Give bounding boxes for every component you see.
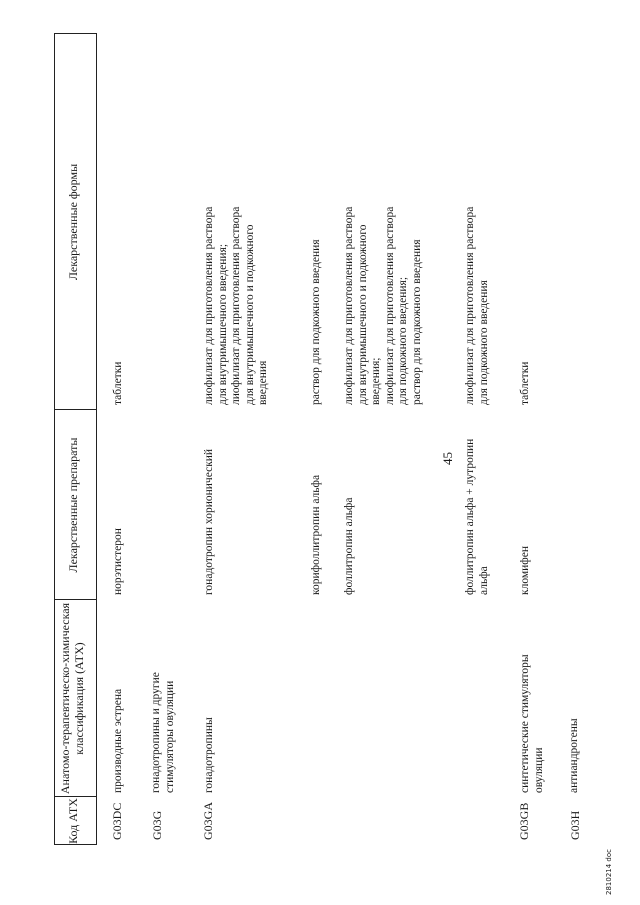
table-top-border — [54, 33, 55, 845]
row-drug: фоллитропин альфа — [343, 497, 355, 595]
page-number: 45 — [440, 452, 455, 465]
row-drug: гонадотропин хорионический — [203, 448, 215, 595]
row-classification: антиандрогены — [568, 718, 580, 793]
row-drug: кломифен — [519, 546, 531, 595]
row-forms: раствор для подкожного введения — [310, 239, 322, 405]
row-forms: таблетки — [519, 361, 531, 405]
row-classification: гонадотропины — [203, 717, 215, 793]
row-code: G03H — [568, 810, 582, 840]
header-classification: Анатомо-терапевтическо-химическая классификация (АТХ) — [58, 602, 86, 795]
row-code: G03DC — [110, 802, 124, 840]
row-classification: гонадотропины и другие стимуляторы овуляции — [150, 672, 176, 793]
header-forms: Лекарственные формы — [66, 163, 80, 281]
row-code: G03G — [150, 810, 164, 840]
row-drug: корифоллитропин альфа — [310, 474, 322, 595]
header-bottom-border — [96, 33, 97, 845]
header-code: Код АТХ — [66, 798, 80, 844]
row-forms: лиофилизат для приготовления раствора для внутримышечного введения; лиофилизат для приготовления раствора для внутримышечного и подкожного введения — [203, 206, 269, 405]
row-forms: лиофилизат для приготовления раствора для внутримышечного и подкожного введения; лиофилизат для приготовления раствора для подкожного введения; раствор для подкожного введения — [343, 206, 423, 405]
row-drug: фоллитропин альфа + лутропин альфа — [464, 438, 490, 595]
row-classification: синтетические стимуляторы овуляции — [519, 654, 545, 793]
row-forms: лиофилизат для приготовления раствора для подкожного введения — [464, 206, 490, 405]
row-classification: производные эстрена — [112, 688, 124, 793]
row-drug: норэтистерон — [112, 528, 124, 595]
row-code: G03GB — [517, 802, 531, 840]
document-footer: 2810214 doc — [605, 849, 613, 895]
row-code: G03GA — [201, 802, 215, 840]
header-drugs: Лекарственные препараты — [66, 437, 80, 573]
row-forms: таблетки — [112, 361, 124, 405]
